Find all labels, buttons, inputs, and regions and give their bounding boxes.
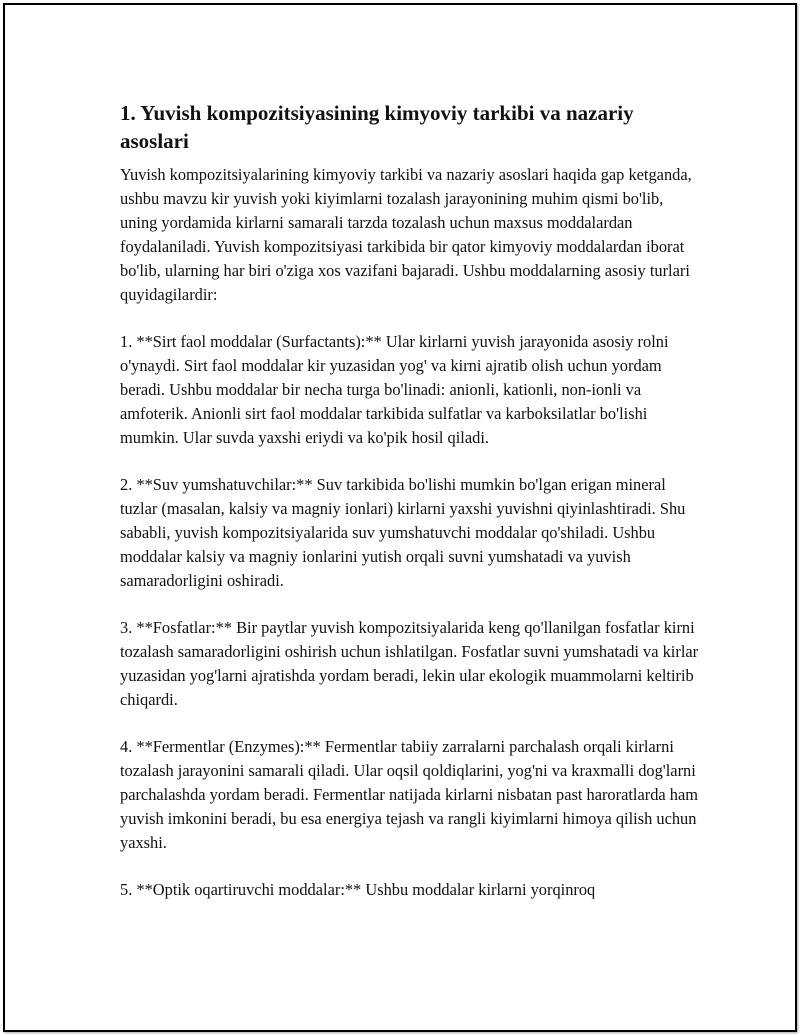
- section-heading: 1. Yuvish kompozitsiyasining kimyoviy tarkibi va nazariy asoslari: [120, 101, 634, 153]
- paragraph-phosphates: 3. **Fosfatlar:** Bir paytlar yuvish kompozitsiyalarida keng qo'llanilgan fosfatlar kirni tozalash samaradorligini oshirish uchun ishlatilgan. Fosfatlar suvni yumshatadi va kirlar yuzasidan yog'larni ajratishda yordam beradi, lekin ular ekologik muammolarni keltirib chiqardi.: [120, 618, 699, 709]
- document-content: [120, 99, 700, 925]
- document-page: [3, 3, 797, 1032]
- paragraph-intro: Yuvish kompozitsiyalarining kimyoviy tarkibi va nazariy asoslari haqida gap ketganda, ushbu mavzu kir yuvish yoki kiyimlarni tozalash jarayonining muhim qismi bo'lib, uning yordamida kirlarni samarali tarzda tozalash uchun maxsus moddalardan foydalaniladi. Yuvish kompozitsiyasi tarkibida bir qator kimyoviy moddalardan iborat bo'lib, ularning har biri o'ziga xos vazifani bajaradi. Ushbu moddalarning asosiy turlari quyidagilardir:: [120, 165, 692, 304]
- paragraph-enzymes: 4. **Fermentlar (Enzymes):** Fermentlar tabiiy zarralarni parchalash orqali kirlarni tozalash jarayonini samarali qiladi. Ular oqsil qoldiqlarini, yog'ni va kraxmalli dog'larni parchalashda yordam beradi. Fermentlar natijada kirlarni nisbatan past haroratlarda ham yuvish imkonini beradi, bu esa energiya tejash va rangli kiyimlarni himoya qilish uchun yaxshi.: [120, 737, 698, 852]
- paragraph-water-softeners: 2. **Suv yumshatuvchilar:** Suv tarkibida bo'lishi mumkin bo'lgan erigan mineral tuzlar (masalan, kalsiy va magniy ionlari) kirlarni yaxshi yuvishni qiyinlashtiradi. Shu sababli, yuvish kompozitsiyalarida suv yumshatuvchi moddalar qo'shiladi. Ushbu moddalar kalsiy va magniy ionlarini yutish orqali suvni yumshatadi va yuvish samaradorligini oshiradi.: [120, 475, 686, 590]
- paragraph-optical-brighteners: 5. **Optik oqartiruvchi moddalar:** Ushbu moddalar kirlarni yorqinroq: [120, 880, 596, 899]
- paragraph-surfactants: 1. **Sirt faol moddalar (Surfactants):** Ular kirlarni yuvish jarayonida asosiy rolni o'ynaydi. Sirt faol moddalar kir yuzasidan yog' va kirni ajratib olish uchun yordam beradi. Ushbu moddalar bir necha turga bo'linadi: anionli, kationli, non-ionli va amfoterik. Anionli sirt faol moddalar tarkibida sulfatlar va karboksilatlar bo'lishi mumkin. Ular suvda yaxshi eriydi va ko'pik hosil qiladi.: [120, 332, 669, 447]
